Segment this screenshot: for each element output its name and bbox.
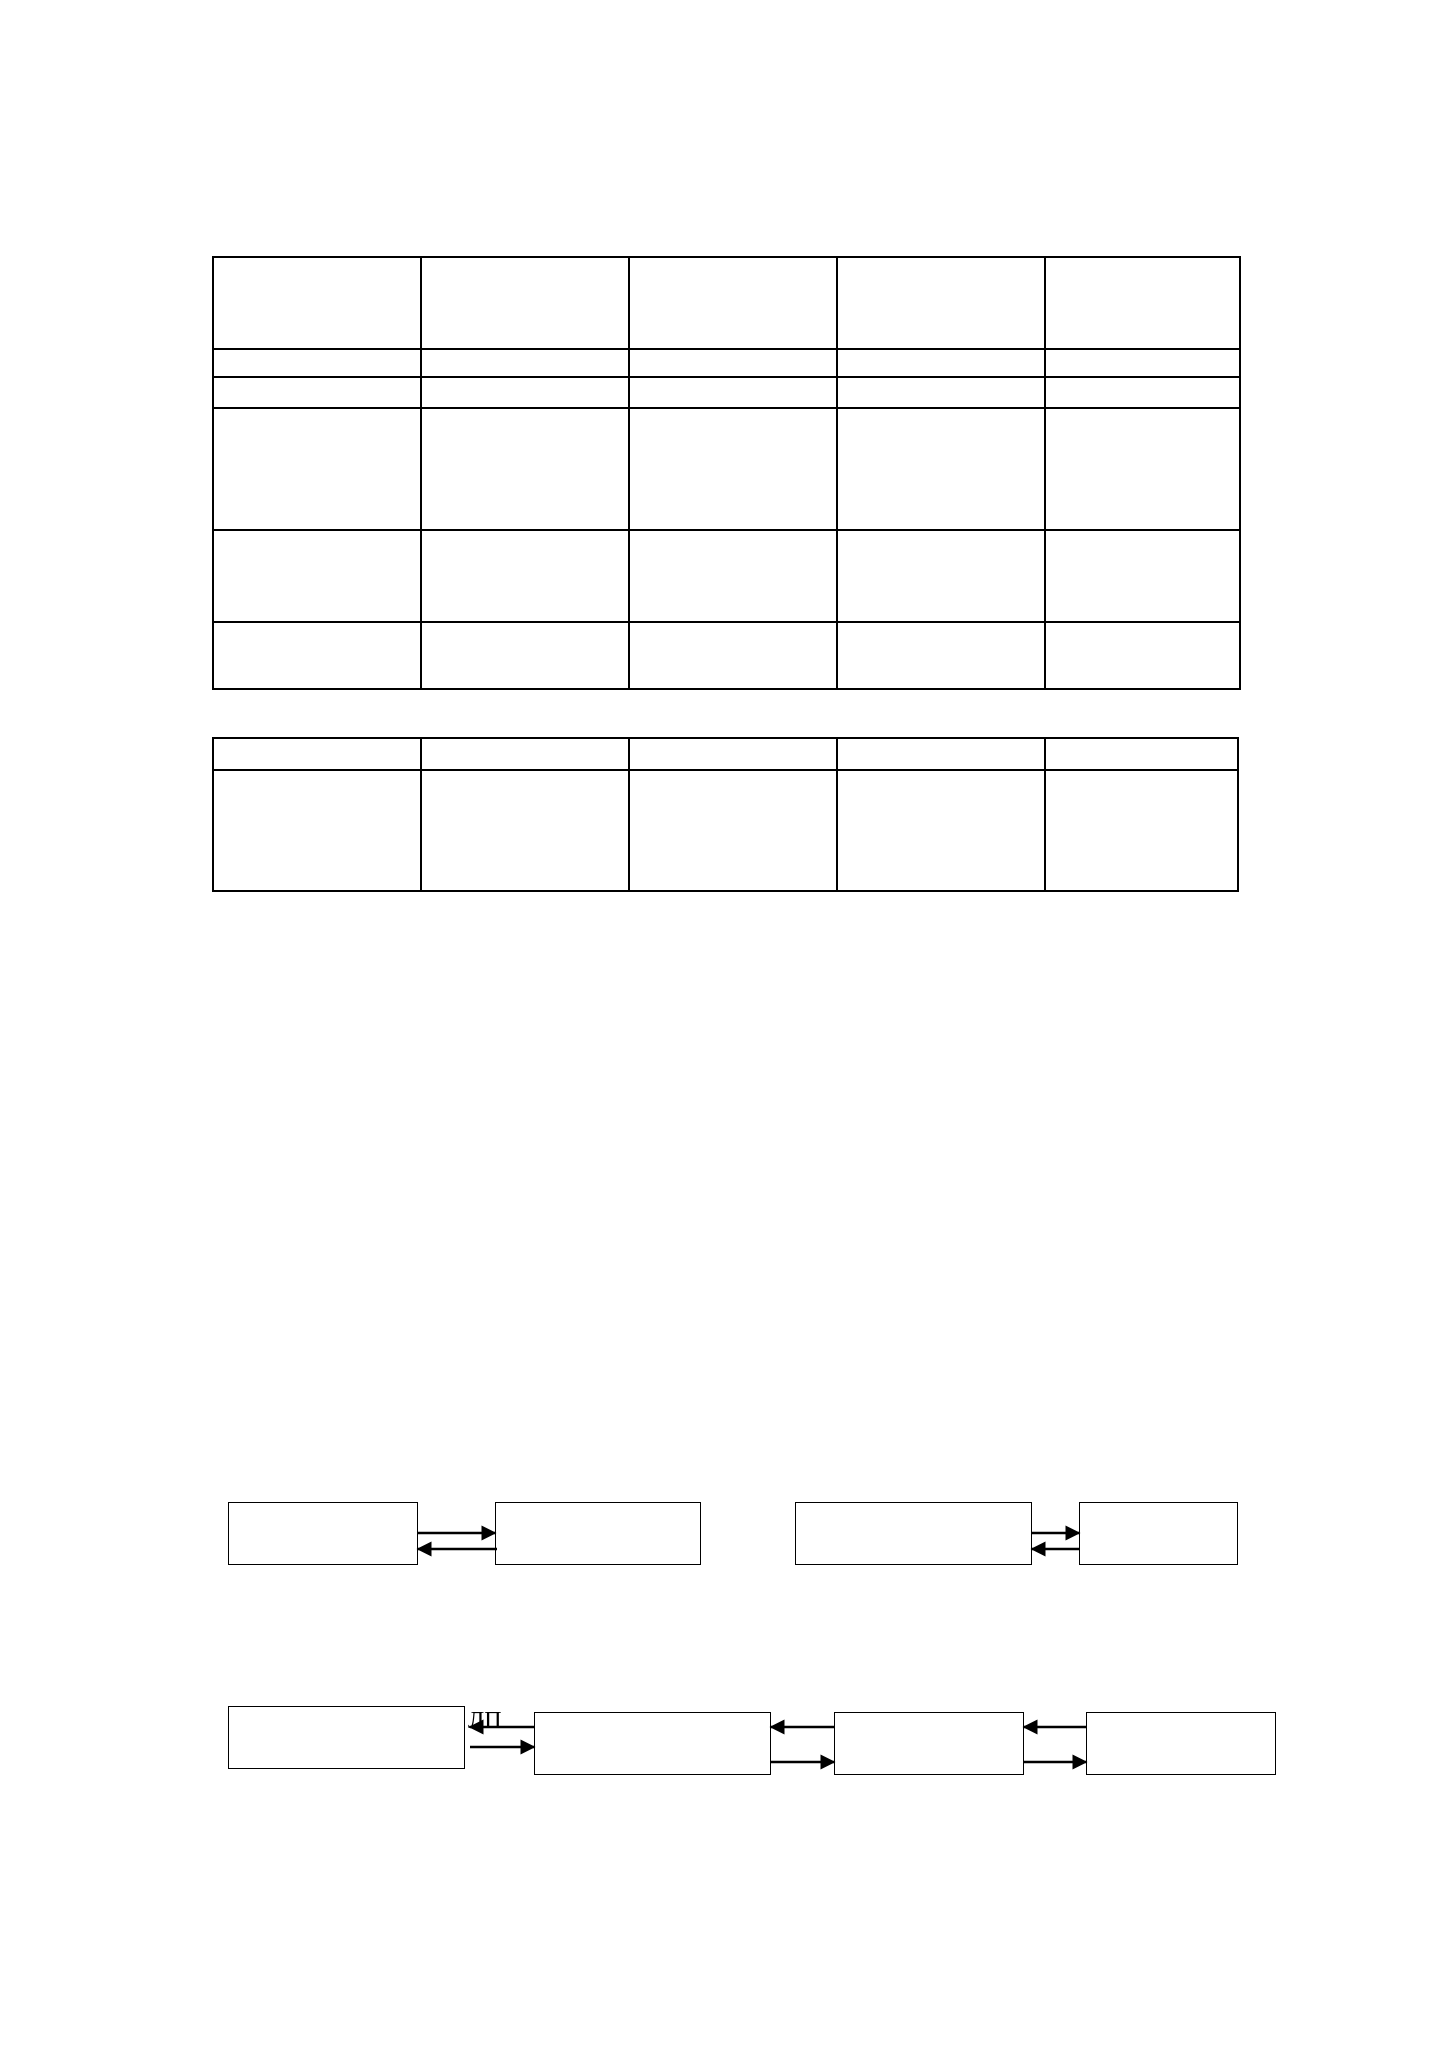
table-cell bbox=[1045, 622, 1240, 689]
table-cell bbox=[421, 349, 629, 377]
table-cell bbox=[421, 257, 629, 349]
table-cell bbox=[837, 349, 1045, 377]
diagram-box-a bbox=[228, 1502, 418, 1565]
table-cell bbox=[837, 408, 1045, 530]
table-cell bbox=[837, 622, 1045, 689]
table-row bbox=[213, 738, 1238, 770]
connector-label: ЛП bbox=[468, 1708, 502, 1734]
table-cell bbox=[421, 770, 629, 891]
table-cell bbox=[1045, 770, 1238, 891]
table-cell bbox=[1045, 349, 1240, 377]
table-cell bbox=[1045, 377, 1240, 408]
table-cell bbox=[421, 622, 629, 689]
table-cell bbox=[629, 257, 837, 349]
table-cell bbox=[213, 377, 421, 408]
table-cell bbox=[1045, 408, 1240, 530]
table-cell bbox=[213, 530, 421, 622]
table-cell bbox=[421, 738, 629, 770]
table-cell bbox=[629, 622, 837, 689]
table-cell bbox=[421, 377, 629, 408]
table-cell bbox=[837, 377, 1045, 408]
table-cell bbox=[213, 408, 421, 530]
diagram-box-e bbox=[228, 1706, 465, 1769]
table-cell bbox=[213, 257, 421, 349]
table-cell bbox=[837, 738, 1045, 770]
table-cell bbox=[629, 530, 837, 622]
table-cell bbox=[629, 738, 837, 770]
table-cell bbox=[629, 770, 837, 891]
table-cell bbox=[213, 738, 421, 770]
table-cell bbox=[421, 408, 629, 530]
diagram-box-g bbox=[834, 1712, 1024, 1775]
table-cell bbox=[837, 770, 1045, 891]
diagram-box-b bbox=[495, 1502, 701, 1565]
table-cell bbox=[421, 530, 629, 622]
table-cell bbox=[213, 622, 421, 689]
table-row bbox=[213, 622, 1240, 689]
diagram-box-c bbox=[795, 1502, 1032, 1565]
table-cell bbox=[213, 349, 421, 377]
table-row bbox=[213, 530, 1240, 622]
table-row bbox=[213, 408, 1240, 530]
table-row bbox=[213, 770, 1238, 891]
table-cell bbox=[837, 530, 1045, 622]
table-cell bbox=[629, 377, 837, 408]
table-cell bbox=[629, 408, 837, 530]
table-cell bbox=[629, 349, 837, 377]
table-2 bbox=[212, 737, 1239, 892]
diagram-box-h bbox=[1086, 1712, 1276, 1775]
table-1 bbox=[212, 256, 1241, 690]
table-row bbox=[213, 257, 1240, 349]
table-cell bbox=[1045, 738, 1238, 770]
table-row bbox=[213, 349, 1240, 377]
table-cell bbox=[1045, 257, 1240, 349]
diagram-box-d bbox=[1079, 1502, 1238, 1565]
table-cell bbox=[1045, 530, 1240, 622]
diagram-box-f bbox=[534, 1712, 771, 1775]
table-cell bbox=[837, 257, 1045, 349]
table-cell bbox=[213, 770, 421, 891]
table-row bbox=[213, 377, 1240, 408]
